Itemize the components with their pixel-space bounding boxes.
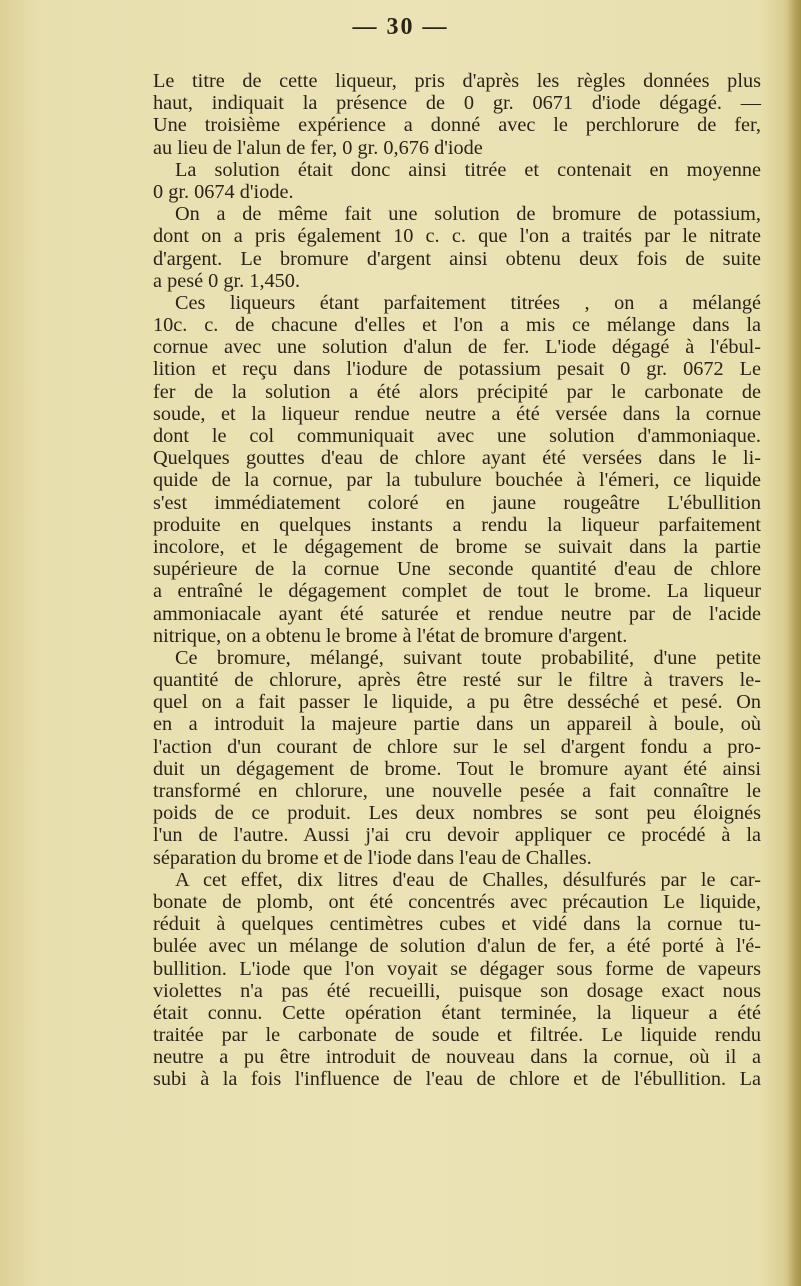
text-line: lition et reçu dans l'iodure de potassium pesait 0 gr. 0672 Le <box>153 358 761 381</box>
text-line: cornue avec une solution d'alun de fer. L'iode dégagé à l'ébul- <box>153 336 761 359</box>
text-line: duit un dégagement de brome. Tout le bromure ayant été ainsi <box>153 757 761 780</box>
text-line: neutre a pu être introduit de nouveau dans la cornue, où il a <box>153 1046 761 1069</box>
text-line: On a de même fait une solution de bromure de potassium, <box>175 203 761 226</box>
page-edge-shadow <box>787 0 801 1286</box>
text-line: Le titre de cette liqueur, pris d'après les règles données plus <box>153 70 761 92</box>
text-line: dont le col communiquait avec une solution d'ammoniaque. <box>153 425 761 447</box>
text-line: violettes n'a pas été recueilli, puisque son dosage exact nous <box>153 979 761 1002</box>
paragraph <box>153 159 761 203</box>
text-line: a pesé 0 gr. 1,450. <box>153 269 301 292</box>
text-line: Ces liqueurs étant parfaitement titrées , on a mélangé <box>175 291 761 314</box>
text-line: en a introduit la majeure partie dans un appareil à boule, où <box>153 713 761 736</box>
text-line: fer de la solution a été alors précipité par le carbonate de <box>153 380 761 403</box>
text-line: séparation du brome et de l'iode dans l'eau de Challes. <box>153 846 592 869</box>
text-line: ammoniacale ayant été saturée et rendue neutre par de l'acide <box>153 602 761 625</box>
text-line: quel on a fait passer le liquide, a pu être desséché et pesé. On <box>153 691 761 714</box>
paragraph <box>153 292 761 647</box>
text-line: quantité de chlorure, après être resté sur le filtre à travers le- <box>153 669 761 692</box>
text-line: réduit à quelques centimètres cubes et vidé dans la cornue tu- <box>153 913 761 936</box>
text-line: transformé en chlorure, une nouvelle pesée a fait connaître le <box>153 780 761 802</box>
paragraph <box>153 70 761 159</box>
page-number: — 30 — <box>352 14 449 40</box>
text-line: haut, indiquait la présence de 0 gr. 0671 d'iode dégagé. — <box>153 92 761 115</box>
text-line: soude, et la liqueur rendue neutre a été versée dans la cornue <box>153 402 761 425</box>
text-line: bulée avec un mélange de solution d'alun de fer, a été porté à l'é- <box>153 935 761 958</box>
text-line: A cet effet, dix litres d'eau de Challes, désulfurés par le car- <box>175 868 761 891</box>
text-line: traitée par le carbonate de soude et filtrée. Le liquide rendu <box>153 1024 761 1047</box>
paragraph <box>153 869 761 1091</box>
text-line: nitrique, on a obtenu le brome à l'état de bromure d'argent. <box>153 624 628 647</box>
text-line: d'argent. Le bromure d'argent ainsi obtenu deux fois de suite <box>153 247 761 270</box>
text-line: au lieu de l'alun de fer, 0 gr. 0,676 d'iode <box>153 136 483 159</box>
text-line: produite en quelques instants a rendu la liqueur parfaitement <box>153 513 761 536</box>
body-text <box>153 70 761 1091</box>
text-line: supérieure de la cornue Une seconde quantité d'eau de chlore <box>153 558 761 581</box>
text-line: l'action d'un courant de chlore sur le sel d'argent fondu a pro- <box>153 735 761 758</box>
text-line: dont on a pris également 10 c. c. que l'on a traités par le nitrate <box>153 225 761 248</box>
paragraph <box>153 647 761 869</box>
text-line: l'un de l'autre. Aussi j'ai cru devoir appliquer ce procédé à la <box>153 824 761 847</box>
text-line: a entraîné le dégagement complet de tout le brome. La liqueur <box>153 580 761 603</box>
text-line: 10c. c. de chacune d'elles et l'on a mis ce mélange dans la <box>153 314 761 337</box>
text-line: Quelques gouttes d'eau de chlore ayant été versées dans le li- <box>153 447 761 470</box>
text-line: bullition. L'iode que l'on voyait se dégager sous forme de vapeurs <box>153 957 761 980</box>
text-line: subi à la fois l'influence de l'eau de chlore et de l'ébullition. La <box>153 1068 761 1091</box>
text-line: quide de la cornue, par la tubulure bouchée à l'émeri, ce liquide <box>153 469 761 492</box>
text-line: s'est immédiatement coloré en jaune rougeâtre L'ébullition <box>153 491 761 514</box>
text-line: La solution était donc ainsi titrée et contenait en moyenne <box>175 158 761 181</box>
text-line: poids de ce produit. Les deux nombres se sont peu éloignés <box>153 802 761 825</box>
text-line: incolore, et le dégagement de brome se suivait dans la partie <box>153 535 761 558</box>
text-line: Une troisième expérience a donné avec le perchlorure de fer, <box>153 114 761 137</box>
text-line: bonate de plomb, ont été concentrés avec précaution Le liquide, <box>153 890 761 913</box>
paragraph <box>153 203 761 292</box>
text-line: Ce bromure, mélangé, suivant toute probabilité, d'une petite <box>175 646 761 669</box>
text-line: était connu. Cette opération étant terminée, la liqueur a été <box>153 1001 761 1024</box>
text-line: 0 gr. 0674 d'iode. <box>153 180 294 203</box>
